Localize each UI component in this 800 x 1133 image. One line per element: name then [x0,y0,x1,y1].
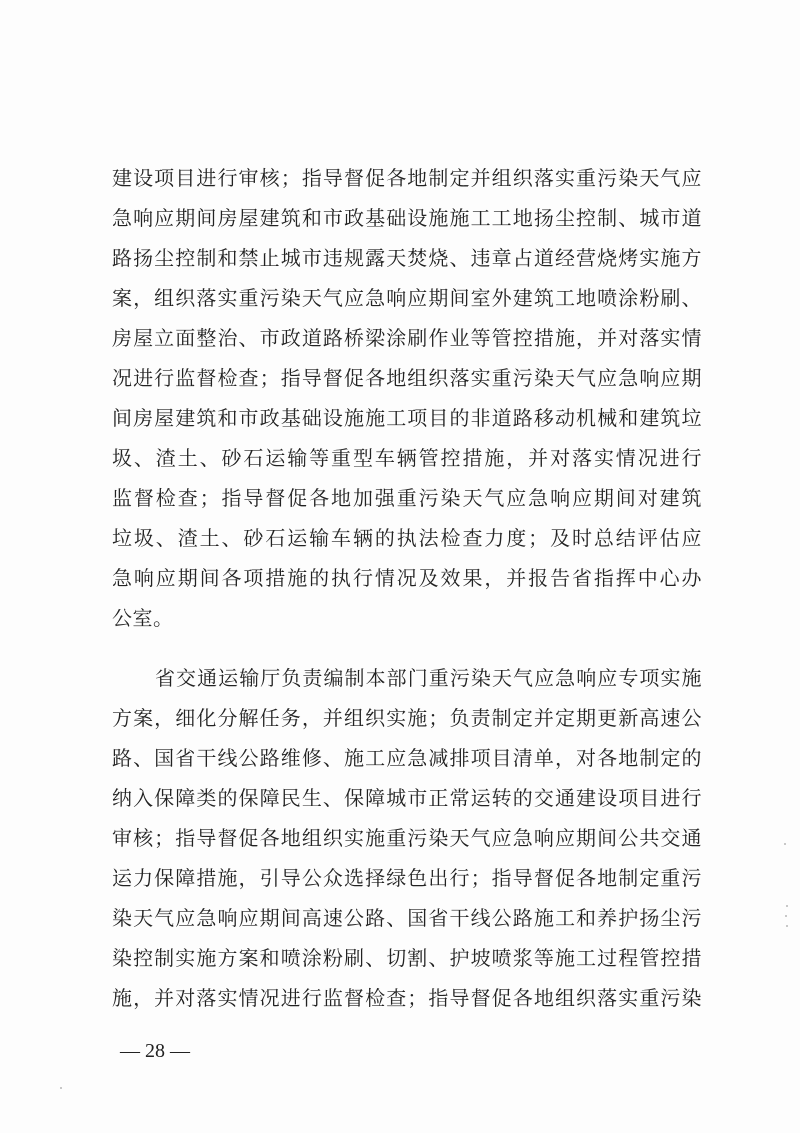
paragraph-1-line: 公室。 [112,606,174,630]
paragraph-1-line: 急响应期间各项措施的执行情况及效果，并报告省指挥中心办 [112,566,702,590]
scan-speck [786,905,788,907]
paragraph-2-line: 省交通运输厅负责编制本部门重污染天气应急响应专项实施 [155,666,702,690]
paragraph-1-line: 况进行监督检查；指导督促各地组织落实重污染天气应急响应期 [112,366,702,390]
paragraph-1-line: 案，组织落实重污染天气应急响应期间室外建筑工地喷涂粉刷、 [112,286,702,310]
paragraph-1-line: 房屋立面整治、市政道路桥梁涂刷作业等管控措施，并对落实情 [112,326,702,350]
paragraph-2-line: 染控制实施方案和喷涂粉刷、切割、护坡喷浆等施工过程管控措 [112,946,702,970]
paragraph-2-line: 路、国省干线公路维修、施工应急减排项目清单，对各地制定的 [112,746,702,770]
paragraph-1-line: 圾、渣土、砂石运输等重型车辆管控措施，并对落实情况进行 [112,446,702,470]
paragraph-1-line: 急响应期间房屋建筑和市政基础设施施工工地扬尘控制、城市道 [112,206,702,230]
paragraph-2-line: 施，并对落实情况进行监督检查；指导督促各地组织落实重污染 [112,986,702,1010]
paragraph-1-line: 监督检查；指导督促各地加强重污染天气应急响应期间对建筑 [112,486,702,510]
paragraph-1-line: 建设项目进行审核；指导督促各地制定并组织落实重污染天气应 [112,166,702,190]
paragraph-1-line: 路扬尘控制和禁止城市违规露天焚烧、违章占道经营烧烤实施方 [112,246,702,270]
paragraph-2-line: 方案，细化分解任务，并组织实施；负责制定并定期更新高速公 [112,706,702,730]
page-number: — 28 — [120,1040,190,1062]
scan-speck [785,915,787,917]
paragraph-2-line: 纳入保障类的保障民生、保障城市正常运转的交通建设项目进行 [112,786,702,810]
paragraph-2-line: 审核；指导督促各地组织实施重污染天气应急响应期间公共交通 [112,826,702,850]
paragraph-1-line: 间房屋建筑和市政基础设施施工项目的非道路移动机械和建筑垃 [112,406,702,430]
paragraph-2-line: 染天气应急响应期间高速公路、国省干线公路施工和养护扬尘污 [112,906,702,930]
scan-speck [60,1087,62,1089]
paragraph-2-line: 运力保障措施，引导公众选择绿色出行；指导督促各地制定重污 [112,866,702,890]
scan-speck [784,843,786,845]
paragraph-1-line: 垃圾、渣土、砂石运输车辆的执法检查力度；及时总结评估应 [112,526,702,550]
scan-speck [786,925,788,927]
